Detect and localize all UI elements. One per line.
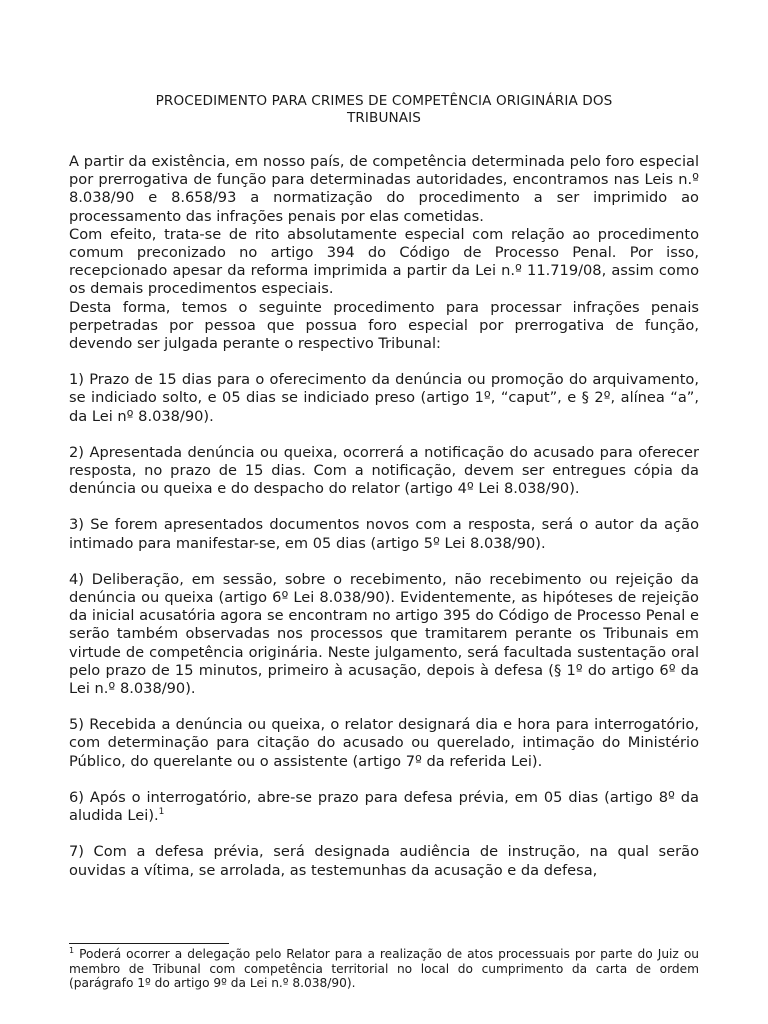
procedure-item-7: 7) Com a defesa prévia, será designada audiência de instrução, na qual serão ouvidas a vítima, se arrolada, as testemunhas da acusação e da defesa, — [69, 843, 699, 879]
footnote-marker: 1 — [69, 945, 75, 955]
procedure-item-2: 2) Apresentada denúncia ou queixa, ocorrerá a notificação do acusado para oferecer resposta, no prazo de 15 dias. Com a notificação, devem ser entregues cópia da denúncia ou queixa e do despacho do relator (artigo 4º Lei 8.038/90). — [69, 443, 699, 498]
footnote — [69, 947, 699, 991]
footnote-text: Poderá ocorrer a delegação pelo Relator para a realização de atos processuais por parte do Juiz ou membro de Tribunal com competência territorial no local do cumprimento da carta de ordem (parágrafo 1º do artigo 9º da Lei n.º 8.038/90). — [69, 947, 699, 991]
title-line-2: TRIBUNAIS — [346, 110, 422, 126]
procedure-item-3: 3) Se forem apresentados documentos novos com a resposta, será o autor da ação intimado para manifestar-se, em 05 dias (artigo 5º Lei 8.038/90). — [69, 516, 699, 552]
procedure-item-4: 4) Deliberação, em sessão, sobre o recebimento, não recebimento ou rejeição da denúncia ou queixa (artigo 6º Lei 8.038/90). Evidentemente, as hipóteses de rejeição da inicial acusatória agora se encontram no artigo 395 do Código de Processo Penal e serão também observadas nos processos que tramitarem perante os Tribunais em virtude de competência originária. Neste julgamento, será facultada sustentação oral pelo prazo de 15 minutos, primeiro à acusação, depois à defesa (§ 1º do artigo 6º da Lei n.º 8.038/90). — [69, 570, 699, 698]
footnote-reference[interactable]: 1 — [158, 807, 165, 818]
procedure-item-6 — [69, 789, 699, 825]
document-title — [69, 93, 699, 127]
intro-paragraph-1: A partir da existência, em nosso país, de competência determinada pelo foro especial por prerrogativa de função para determinadas autoridades, encontramos nas Leis n.º 8.038/90 e 8.658/93 a normatização do procedimento a ser imprimido ao processamento das infrações penais por elas cometidas. — [69, 153, 699, 225]
procedure-item-1: 1) Prazo de 15 dias para o oferecimento da denúncia ou promoção do arquivamento, se indiciado solto, e 05 dias se indiciado preso (artigo 1º, “caput”, e § 2º, alínea “a”, da Lei nº 8.038/90). — [69, 371, 699, 425]
intro-paragraph-2: Com efeito, trata-se de rito absolutamente especial com relação ao procedimento comum preconizado no artigo 394 do Código de Processo Penal. Por isso, recepcionado apesar da reforma imprimida a partir da Lei n.º 11.719/08, assim como os demais procedimentos especiais. — [69, 225, 699, 298]
procedure-item-5: 5) Recebida a denúncia ou queixa, o relator designará dia e hora para interrogatório, com determinação para citação do acusado ou querelado, intimação do Ministério Público, do querelante ou o assistente (artigo 7º da referida Lei). — [69, 716, 699, 770]
title-line-1: PROCEDIMENTO PARA CRIMES DE COMPETÊNCIA ORIGINÁRIA DOS — [155, 93, 613, 109]
procedure-item-6-text: 6) Após o interrogatório, abre-se prazo para defesa prévia, em 05 dias (artigo 8º da aludida Lei). — [69, 788, 699, 825]
intro-paragraph-3: Desta forma, temos o seguinte procedimento para processar infrações penais perpetradas por pessoa que possua foro especial por prerrogativa de função, devendo ser julgada perante o respectivo Tribunal: — [69, 298, 699, 353]
footnote-separator — [69, 943, 229, 944]
document-page — [69, 93, 699, 880]
